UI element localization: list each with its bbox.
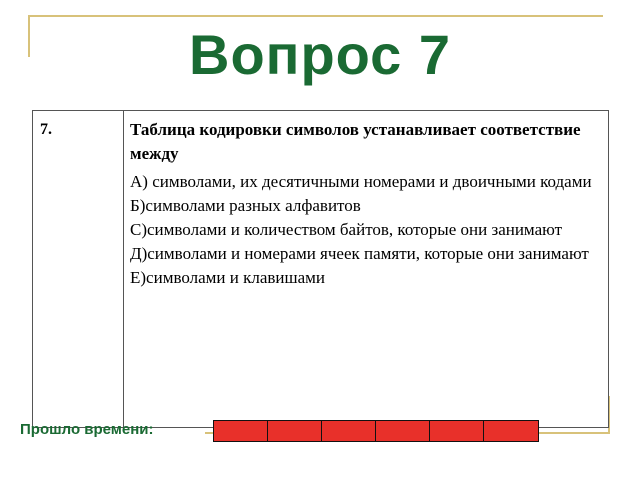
timer-segment: [430, 421, 484, 441]
slide-title: Вопрос 7: [189, 23, 451, 86]
timer-segment: [268, 421, 322, 441]
question-text: Таблица кодировки символов устанавливает соответствие между: [130, 120, 581, 163]
question-number-cell: [33, 111, 124, 428]
answer-option-b[interactable]: Б)символами разных алфавитов: [130, 196, 361, 215]
timer-label: Прошло времени:: [20, 421, 154, 438]
answer-option-e[interactable]: Е)символами и клавишами: [130, 268, 326, 287]
answer-option-c[interactable]: С)символами и количеством байтов, которые они занимают: [130, 220, 563, 239]
question-body-cell: [124, 111, 609, 428]
question-table: [32, 110, 609, 428]
answer-option-d[interactable]: Д)символами и номерами ячеек памяти, которые они занимают: [130, 244, 589, 263]
timer-segment: [322, 421, 376, 441]
question-number: 7.: [40, 121, 52, 138]
timer-progress-bar: [213, 420, 539, 442]
timer-segment: [484, 421, 538, 441]
timer-segment: [214, 421, 268, 441]
timer-segment: [376, 421, 430, 441]
answer-option-a[interactable]: А) символами, их десятичными номерами и двоичными кодами: [130, 172, 592, 191]
top-decorative-line: [28, 15, 603, 17]
